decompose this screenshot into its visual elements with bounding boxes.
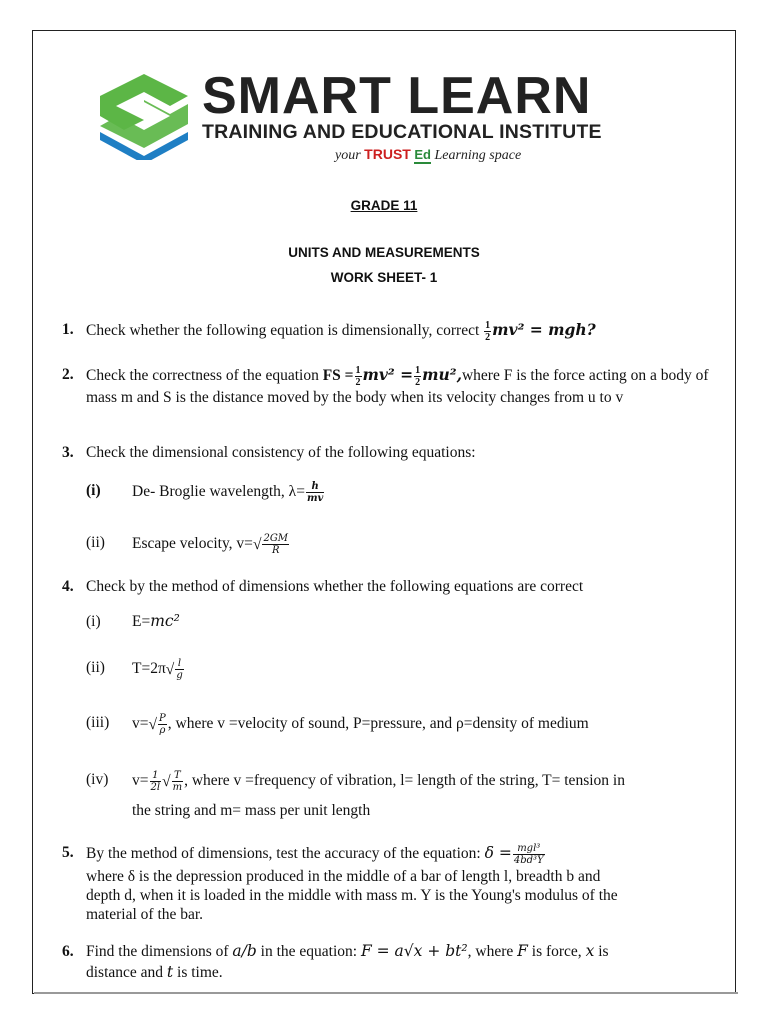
brand-subtitle: TRAINING AND EDUCATIONAL INSTITUTE <box>202 121 602 143</box>
question-5-line-1: where δ is the depression produced in the middle of a bar of length l, breadth b and <box>86 868 601 885</box>
brand-name: SMART LEARN <box>202 67 592 125</box>
question-5-line-2: depth d, when it is loaded in the middle with mass m. Y is the Young's modulus of the <box>86 887 618 904</box>
topic-heading: UNITS AND MEASUREMENTS <box>288 245 480 260</box>
question-6-line-2: distance and t is time. <box>86 963 223 981</box>
brand-tagline: your TRUST Ed Learning space <box>335 146 522 163</box>
grade-heading: GRADE 11 <box>350 198 418 213</box>
question-5-line-3: material of the bar. <box>86 906 204 923</box>
worksheet-heading: WORK SHEET- 1 <box>330 270 438 285</box>
question-4-sub-iv-cont: the string and m= mass per unit length <box>132 802 371 819</box>
page-border-shadow <box>34 992 738 994</box>
smart-learn-logo-icon <box>96 74 192 160</box>
